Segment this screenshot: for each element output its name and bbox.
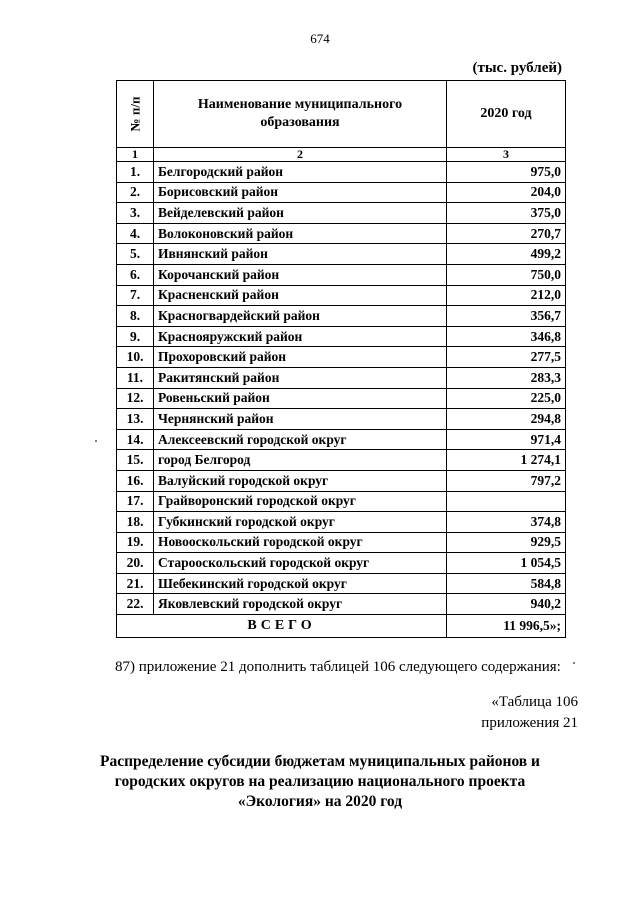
row-value (447, 491, 566, 512)
row-number: 22. (117, 594, 154, 615)
row-number: 12. (117, 388, 154, 409)
row-number: 9. (117, 326, 154, 347)
section-title (0, 752, 640, 812)
row-number: 5. (117, 244, 154, 265)
column-number-1: 1 (117, 148, 154, 162)
table-row (117, 223, 566, 244)
row-name: Валуйский городской округ (154, 470, 447, 491)
row-value: 374,8 (447, 512, 566, 533)
row-name: Волоконовский район (154, 223, 447, 244)
scan-speck (95, 440, 97, 442)
page-number: 674 (310, 31, 330, 46)
header-number (117, 81, 154, 148)
section-title-line-1: Распределение субсидии бюджетам муниципальных районов и (100, 753, 540, 770)
row-name: Старооскольский городской округ (154, 553, 447, 574)
row-number: 20. (117, 553, 154, 574)
row-value: 212,0 (447, 285, 566, 306)
table-row (117, 203, 566, 224)
row-value: 499,2 (447, 244, 566, 265)
table-row (117, 347, 566, 368)
row-value: 283,3 (447, 367, 566, 388)
table-body (117, 162, 566, 615)
row-number: 18. (117, 512, 154, 533)
row-value: 975,0 (447, 162, 566, 183)
row-value: 971,4 (447, 429, 566, 450)
row-number: 3. (117, 203, 154, 224)
row-name: Прохоровский район (154, 347, 447, 368)
row-name: Красненский район (154, 285, 447, 306)
row-name: Яковлевский городской округ (154, 594, 447, 615)
header-year: 2020 год (447, 81, 566, 148)
amendment-paragraph: 87) приложение 21 дополнить таблицей 106 следующего содержания: (115, 659, 561, 675)
row-name: Корочанский район (154, 264, 447, 285)
row-name: Ровеньский район (154, 388, 447, 409)
row-name: Алексеевский городской округ (154, 429, 447, 450)
header-number-label: № п/п (127, 96, 142, 131)
table-row (117, 594, 566, 615)
table-reference (481, 692, 578, 734)
table-row (117, 182, 566, 203)
total-label: ВСЕГО (117, 615, 447, 638)
table-row (117, 409, 566, 430)
table-row (117, 532, 566, 553)
table-row (117, 264, 566, 285)
row-name: Борисовский район (154, 182, 447, 203)
table-header-row (117, 81, 566, 148)
row-value: 940,2 (447, 594, 566, 615)
row-number: 4. (117, 223, 154, 244)
row-number: 8. (117, 306, 154, 327)
total-row (117, 615, 566, 638)
table-row (117, 162, 566, 183)
scan-speck (573, 662, 575, 664)
row-value: 294,8 (447, 409, 566, 430)
row-name: Губкинский городской округ (154, 512, 447, 533)
row-number: 17. (117, 491, 154, 512)
row-name: Грайворонский городской округ (154, 491, 447, 512)
row-number: 16. (117, 470, 154, 491)
row-name: Новооскольский городской округ (154, 532, 447, 553)
row-value: 929,5 (447, 532, 566, 553)
row-value: 204,0 (447, 182, 566, 203)
units-label: (тыс. рублей) (472, 60, 562, 76)
row-name: Ракитянский район (154, 367, 447, 388)
table-row (117, 512, 566, 533)
row-number: 1. (117, 162, 154, 183)
table-row (117, 285, 566, 306)
row-name: город Белгород (154, 450, 447, 471)
table-row (117, 470, 566, 491)
section-title-line-2: городских округов на реализацию национального проекта (114, 773, 526, 790)
row-name: Краснояружский район (154, 326, 447, 347)
table-row (117, 326, 566, 347)
table-row (117, 429, 566, 450)
row-name: Белгородский район (154, 162, 447, 183)
row-value: 270,7 (447, 223, 566, 244)
table-row (117, 244, 566, 265)
section-title-line-3: «Экология» на 2020 год (237, 793, 403, 810)
row-value: 346,8 (447, 326, 566, 347)
subsidy-table (116, 80, 566, 638)
table-row (117, 367, 566, 388)
row-name: Красногвардейский район (154, 306, 447, 327)
row-number: 10. (117, 347, 154, 368)
row-number: 6. (117, 264, 154, 285)
row-number: 2. (117, 182, 154, 203)
column-number-2: 2 (154, 148, 447, 162)
row-name: Шебекинский городской округ (154, 573, 447, 594)
table-row (117, 388, 566, 409)
row-name: Чернянский район (154, 409, 447, 430)
row-value: 797,2 (447, 470, 566, 491)
column-number-3: 3 (447, 148, 566, 162)
row-number: 21. (117, 573, 154, 594)
row-value: 1 274,1 (447, 450, 566, 471)
row-value: 225,0 (447, 388, 566, 409)
row-value: 1 054,5 (447, 553, 566, 574)
table-row (117, 553, 566, 574)
row-name: Вейделевский район (154, 203, 447, 224)
row-number: 13. (117, 409, 154, 430)
row-number: 11. (117, 367, 154, 388)
table-row (117, 573, 566, 594)
row-value: 277,5 (447, 347, 566, 368)
row-number: 14. (117, 429, 154, 450)
row-value: 356,7 (447, 306, 566, 327)
row-number: 15. (117, 450, 154, 471)
row-number: 19. (117, 532, 154, 553)
table-row (117, 450, 566, 471)
total-value: 11 996,5»; (447, 615, 566, 638)
table-reference-line-1: «Таблица 106 (491, 694, 578, 710)
table-row (117, 491, 566, 512)
column-numbers-row (117, 148, 566, 162)
row-value: 750,0 (447, 264, 566, 285)
table-reference-line-2: приложения 21 (481, 715, 578, 731)
row-name: Ивнянский район (154, 244, 447, 265)
row-value: 375,0 (447, 203, 566, 224)
row-value: 584,8 (447, 573, 566, 594)
row-number: 7. (117, 285, 154, 306)
table-row (117, 306, 566, 327)
header-name: Наименование муниципального образования (154, 81, 447, 148)
